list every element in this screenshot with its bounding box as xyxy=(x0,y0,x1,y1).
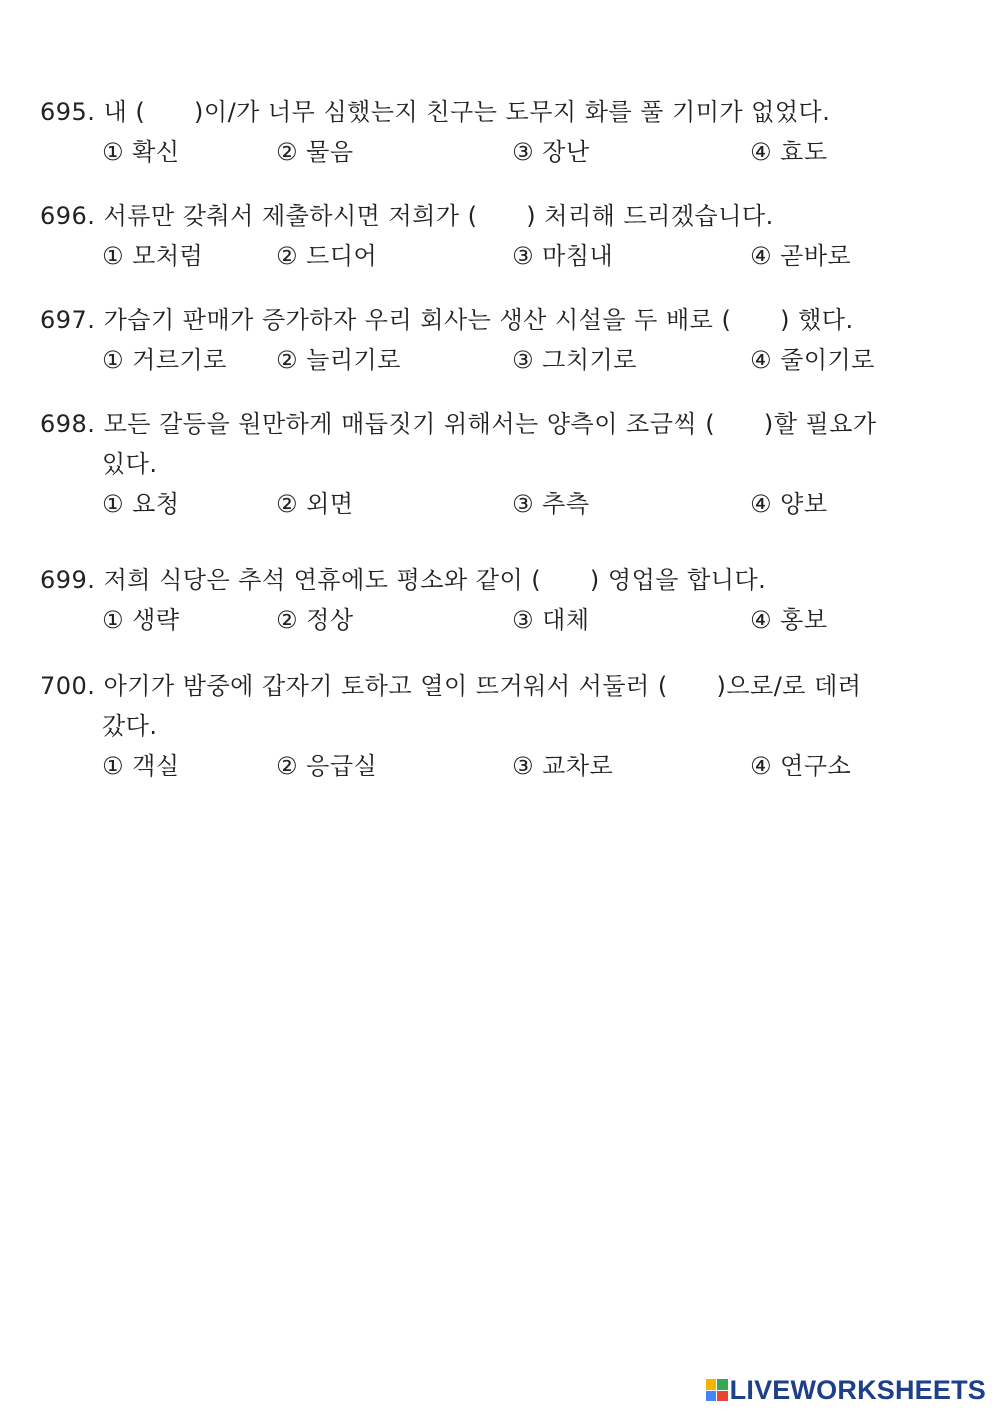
option-3[interactable]: ③ 대체 xyxy=(512,606,590,634)
answer-options xyxy=(40,600,960,640)
option-3[interactable]: ③ 그치기로 xyxy=(512,346,637,374)
question-text xyxy=(40,404,960,444)
option-1[interactable]: ① 요청 xyxy=(102,490,180,518)
option-2[interactable]: ② 물음 xyxy=(276,138,354,166)
option-2[interactable]: ② 드디어 xyxy=(276,242,378,270)
option-4[interactable]: ④ 연구소 xyxy=(750,752,852,780)
question-number: 699. xyxy=(40,566,96,594)
option-1[interactable]: ① 확신 xyxy=(102,138,180,166)
question-sentence: 모든 갈등을 원만하게 매듭짓기 위해서는 양측이 조금씩 ( )할 필요가 xyxy=(103,410,877,438)
option-4[interactable]: ④ 홍보 xyxy=(750,606,828,634)
question-number: 695. xyxy=(40,98,96,126)
question-sentence: 가습기 판매가 증가하자 우리 회사는 생산 시설을 두 배로 ( ) 했다. xyxy=(103,306,854,334)
option-1[interactable]: ① 객실 xyxy=(102,752,180,780)
option-3[interactable]: ③ 추측 xyxy=(512,490,590,518)
liveworksheets-logo-icon xyxy=(706,1379,728,1401)
question-text xyxy=(40,560,960,600)
logo-tile xyxy=(717,1391,728,1402)
answer-options xyxy=(40,340,960,380)
logo-tile xyxy=(706,1391,717,1402)
answer-options xyxy=(40,236,960,276)
question-text xyxy=(40,92,960,132)
option-4[interactable]: ④ 효도 xyxy=(750,138,828,166)
question-number: 696. xyxy=(40,202,96,230)
question-sentence: 저희 식당은 추석 연휴에도 평소와 같이 ( ) 영업을 합니다. xyxy=(103,566,767,594)
option-2[interactable]: ② 외면 xyxy=(276,490,354,518)
option-2[interactable]: ② 정상 xyxy=(276,606,354,634)
question-text xyxy=(40,666,960,706)
question-sentence: 아기가 밤중에 갑자기 토하고 열이 뜨거워서 서둘러 ( )으로/로 데려 xyxy=(103,672,862,700)
option-3[interactable]: ③ 마침내 xyxy=(512,242,614,270)
logo-tile xyxy=(717,1379,728,1390)
question-699 xyxy=(40,560,960,640)
logo-tile xyxy=(706,1379,717,1390)
question-number: 700. xyxy=(40,672,96,700)
option-4[interactable]: ④ 곧바로 xyxy=(750,242,852,270)
question-697 xyxy=(40,300,960,380)
question-sentence: 서류만 갖춰서 제출하시면 저희가 ( ) 처리해 드리겠습니다. xyxy=(103,202,774,230)
question-sentence: 내 ( )이/가 너무 심했는지 친구는 도무지 화를 풀 기미가 없었다. xyxy=(103,98,831,126)
answer-options xyxy=(40,484,960,524)
option-3[interactable]: ③ 교차로 xyxy=(512,752,614,780)
option-1[interactable]: ① 거르기로 xyxy=(102,346,227,374)
question-696 xyxy=(40,196,960,276)
question-text-continued: 있다. xyxy=(102,450,158,478)
question-number: 697. xyxy=(40,306,96,334)
answer-options xyxy=(40,746,960,786)
option-4[interactable]: ④ 줄이기로 xyxy=(750,346,875,374)
question-number: 698. xyxy=(40,410,96,438)
question-text xyxy=(40,196,960,236)
option-2[interactable]: ② 늘리기로 xyxy=(276,346,401,374)
question-698 xyxy=(40,404,960,524)
option-1[interactable]: ① 모처럼 xyxy=(102,242,204,270)
option-3[interactable]: ③ 장난 xyxy=(512,138,590,166)
question-695 xyxy=(40,92,960,172)
option-4[interactable]: ④ 양보 xyxy=(750,490,828,518)
question-700 xyxy=(40,666,960,786)
answer-options xyxy=(40,132,960,172)
liveworksheets-brand[interactable] xyxy=(706,1376,986,1404)
option-1[interactable]: ① 생략 xyxy=(102,606,180,634)
question-text xyxy=(40,300,960,340)
brand-name: LIVEWORKSHEETS xyxy=(729,1374,986,1405)
question-text-continued: 갔다. xyxy=(102,712,158,740)
option-2[interactable]: ② 응급실 xyxy=(276,752,378,780)
